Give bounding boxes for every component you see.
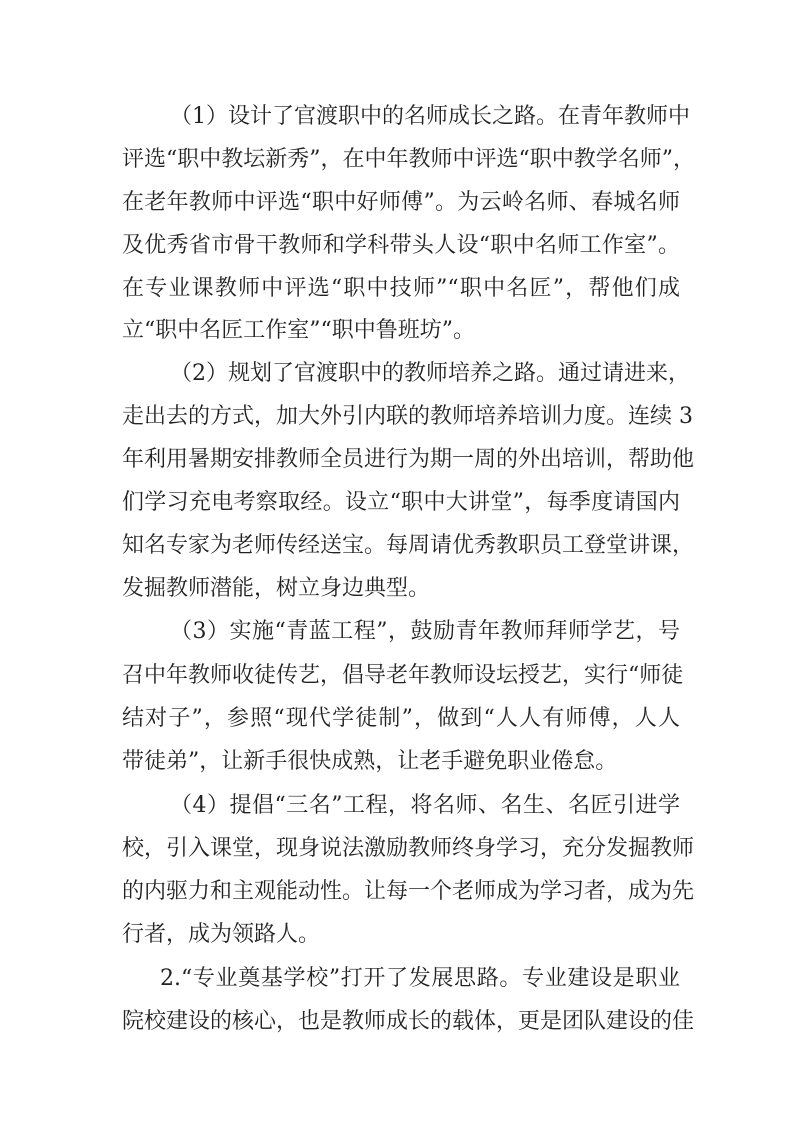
text-line: （2）规划了官渡职中的教师培养之路。通过请进来， bbox=[170, 361, 690, 386]
text-line: 评选“职中教坛新秀”，在中年教师中评选“职中教学名师”， bbox=[122, 147, 695, 172]
text-line: （1）设计了官渡职中的名师成长之路。在青年教师中 bbox=[170, 104, 690, 129]
text-line: 行者，成为领路人。 bbox=[122, 922, 321, 947]
text-line: （3）实施“青蓝工程”，鼓励青年教师拜师学艺，号 bbox=[170, 619, 680, 644]
text-line: 院校建设的核心，也是教师成长的载体，更是团队建设的佳 bbox=[122, 1009, 695, 1034]
text-line: 发掘教师潜能，树立身边典型。 bbox=[122, 576, 431, 601]
text-line: 结对子”，参照“现代学徒制”，做到“人人有师傅，人人 bbox=[122, 706, 680, 731]
text-line: （4）提倡“三名”工程，将名师、名生、名匠引进学 bbox=[170, 793, 680, 818]
text-line: 在专业课教师中评选“职中技师”“职中名匠”，帮他们成 bbox=[122, 276, 680, 301]
text-line: 们学习充电考察取经。设立“职中大讲堂”，每季度请国内 bbox=[122, 490, 680, 515]
text-line: 召中年教师收徒传艺，倡导老年教师设坛授艺，实行“师徒 bbox=[122, 663, 684, 688]
text-line: 走出去的方式，加大外引内联的教师培养培训力度。连续 3 bbox=[122, 404, 693, 429]
text-line: 校，引入课堂，现身说法激励教师终身学习，充分发掘教师 bbox=[122, 836, 695, 861]
text-line: 及优秀省市骨干教师和学科带头人设“职中名师工作室”。 bbox=[122, 233, 680, 258]
text-line: 在老年教师中评选“职中好师傅”。为云岭名师、春城名师 bbox=[122, 190, 680, 215]
text-line: 立“职中名匠工作室”“职中鲁班坊”。 bbox=[122, 318, 475, 343]
text-line: 知名专家为老师传经送宝。每周请优秀教职员工登堂讲课， bbox=[122, 533, 695, 558]
text-line: 带徒弟”，让新手很快成熟，让老手避免职业倦怠。 bbox=[122, 749, 618, 774]
text-line: 的内驱力和主观能动性。让每一个老师成为学习者，成为先 bbox=[122, 879, 695, 904]
text-line: 年利用暑期安排教师全员进行为期一周的外出培训，帮助他 bbox=[122, 447, 695, 472]
text-line: 2.“专业奠基学校”打开了发展思路。专业建设是职业 bbox=[160, 966, 680, 991]
